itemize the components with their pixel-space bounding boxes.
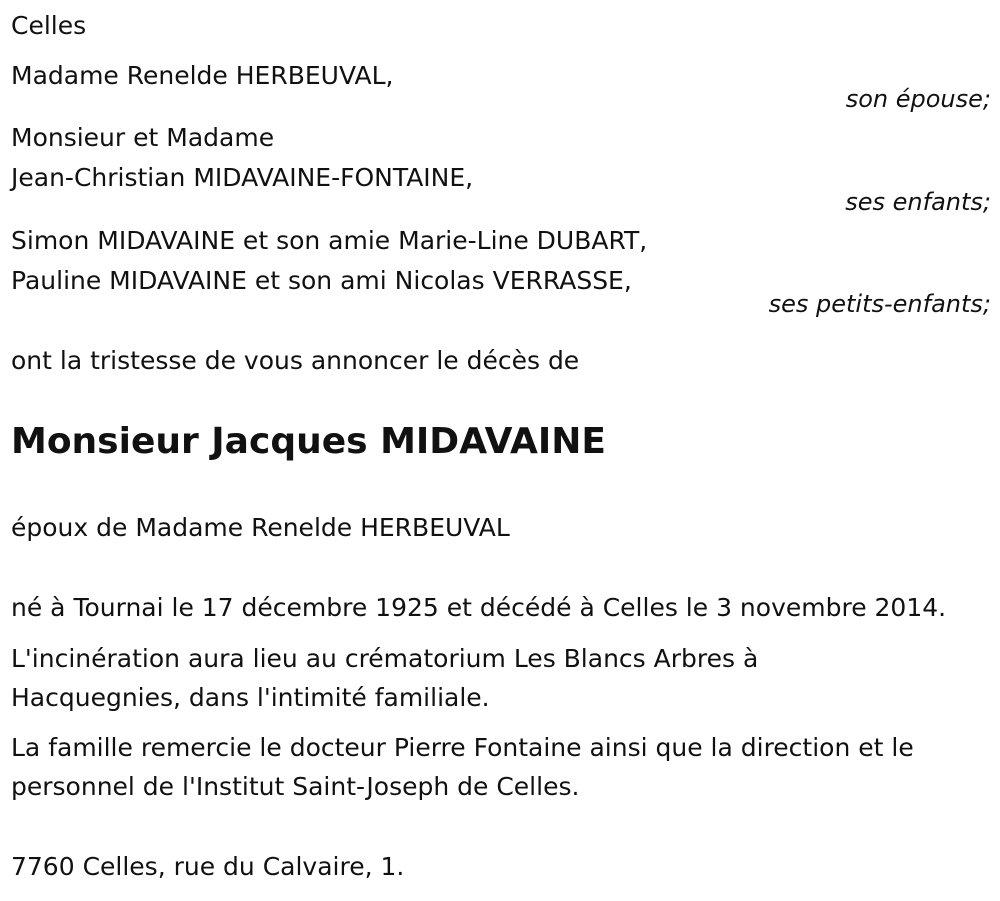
spouse-name: Madame Renelde HERBEUVAL, [11, 61, 394, 90]
announcement-text: ont la tristesse de vous annoncer le décès de [11, 346, 580, 375]
children-role: ses enfants; [845, 188, 991, 216]
location-line: Celles [11, 11, 87, 40]
deceased-name: Monsieur Jacques MIDAVAINE [11, 421, 607, 462]
grandchildren-line-2: Pauline MIDAVAINE et son ami Nicolas VERRASSE, [11, 266, 632, 295]
cremation-line-2: Hacquegnies, dans l'intimité familiale. [11, 683, 490, 712]
thanks-line-1: La famille remercie le docteur Pierre Fontaine ainsi que la direction et le [11, 733, 914, 762]
birth-death-text: né à Tournai le 17 décembre 1925 et décédé à Celles le 3 novembre 2014. [11, 593, 947, 622]
thanks-line-2: personnel de l'Institut Saint-Joseph de Celles. [11, 772, 580, 801]
cremation-line-1: L'incinération aura lieu au crématorium Les Blancs Arbres à [11, 644, 759, 673]
spouse-role: son épouse; [845, 85, 991, 113]
spouse-of-text: époux de Madame Renelde HERBEUVAL [11, 513, 510, 542]
grandchildren-role: ses petits-enfants; [768, 290, 991, 318]
children-line-2: Jean-Christian MIDAVAINE-FONTAINE, [11, 163, 474, 192]
children-line-1: Monsieur et Madame [11, 123, 275, 152]
address-text: 7760 Celles, rue du Calvaire, 1. [11, 852, 405, 881]
grandchildren-line-1: Simon MIDAVAINE et son amie Marie-Line DUBART, [11, 226, 648, 255]
